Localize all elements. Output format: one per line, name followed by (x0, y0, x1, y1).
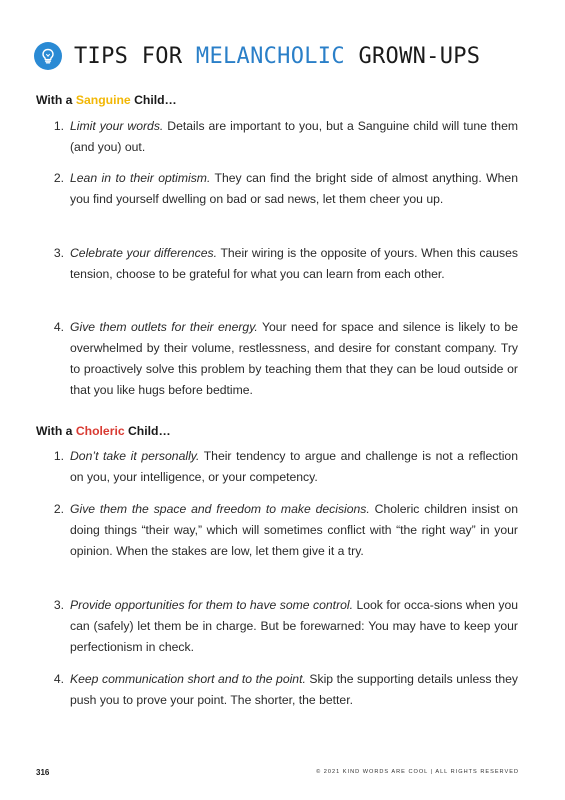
temperament-sanguine: Sanguine (75, 93, 131, 107)
item-number: 2. (53, 171, 64, 185)
choleric-tips-list-3 (36, 595, 518, 658)
item-body: Skip the supporting details unless they push you to prove your point. The shorter, the better. (70, 672, 518, 707)
item-lead: Give them the space and freedom to make decisions. (70, 502, 370, 516)
page-number: 316 (36, 768, 50, 777)
item-text (70, 595, 518, 658)
section-heading-choleric (36, 424, 171, 438)
item-lead: Celebrate your differences. (70, 246, 217, 260)
item-number: 1. (53, 449, 64, 463)
section-heading-suffix: Child… (130, 93, 177, 107)
list-item (36, 168, 518, 210)
item-text (70, 317, 518, 401)
list-item (36, 595, 518, 658)
lightbulb-icon (34, 42, 62, 70)
item-lead: Provide opportunities for them to have some control. (70, 598, 354, 612)
item-lead: Give them outlets for their energy. (70, 320, 258, 334)
title-prefix: TIPS FOR (74, 43, 196, 69)
item-number: 1. (53, 119, 64, 133)
sanguine-tips-list (36, 116, 518, 158)
item-text (70, 669, 518, 711)
item-lead: Lean in to their optimism. (70, 171, 211, 185)
item-text (70, 116, 518, 158)
item-text (70, 243, 518, 285)
item-lead: Don’t take it personally. (70, 449, 200, 463)
temperament-choleric: Choleric (75, 424, 125, 438)
copyright-notice: © 2021 KIND WORDS ARE COOL | ALL RIGHTS RESERVED (316, 769, 519, 775)
sanguine-tips-list-2 (36, 168, 518, 210)
title-accent: MELANCHOLIC (195, 43, 345, 69)
list-item (36, 499, 518, 562)
section-heading-prefix: With a (36, 93, 76, 107)
item-number: 4. (53, 320, 64, 334)
section-heading-prefix: With a (36, 424, 76, 438)
page-header (34, 42, 480, 70)
title-suffix: GROWN-UPS (344, 43, 481, 69)
item-text (70, 446, 518, 488)
item-body: Your need for space and silence is likely to be overwhelmed by their volume, restlessness, and desire for constant company. Try to proactively solve this problem by teaching them that they can be loud outside or that you like hugs before bedtime. (70, 320, 518, 397)
item-body: They can find the bright side of almost anything. When you find yourself dwelling on bad or sad news, let them cheer you up. (70, 171, 518, 206)
section-heading-suffix: Child… (124, 424, 171, 438)
item-number: 4. (53, 672, 64, 686)
item-body: Their wiring is the opposite of yours. When this causes tension, choose to be grateful for what you can learn from each other. (70, 246, 518, 281)
item-number: 2. (53, 502, 64, 516)
choleric-tips-list (36, 446, 518, 488)
sanguine-tips-list-3 (36, 243, 518, 285)
list-item (36, 446, 518, 488)
list-item (36, 317, 518, 401)
item-text (70, 168, 518, 210)
item-body: Details are important to you, but a Sanguine child will tune them (and you) out. (70, 119, 518, 154)
page-title (74, 44, 480, 69)
choleric-tips-list-4 (36, 669, 518, 711)
section-heading-sanguine (36, 93, 177, 107)
list-item (36, 243, 518, 285)
item-lead: Keep communication short and to the point. (70, 672, 306, 686)
item-number: 3. (53, 598, 64, 612)
item-body: Their tendency to argue and challenge is not a reflection on you, your intelligence, or your competency. (70, 449, 518, 484)
choleric-tips-list-2 (36, 499, 518, 562)
item-body: Choleric children insist on doing things “their way,” which will sometimes conflict with “the right way” in your opinion. When the stakes are low, let them give it a try. (70, 502, 518, 558)
item-text (70, 499, 518, 562)
item-number: 3. (53, 246, 64, 260)
list-item (36, 669, 518, 711)
list-item (36, 116, 518, 158)
sanguine-tips-list-4 (36, 317, 518, 401)
item-body: Look for occa-sions when you can (safely) let them be in charge. But be forewarned: You may have to keep your perfectionism in check. (70, 598, 519, 654)
item-lead: Limit your words. (70, 119, 164, 133)
